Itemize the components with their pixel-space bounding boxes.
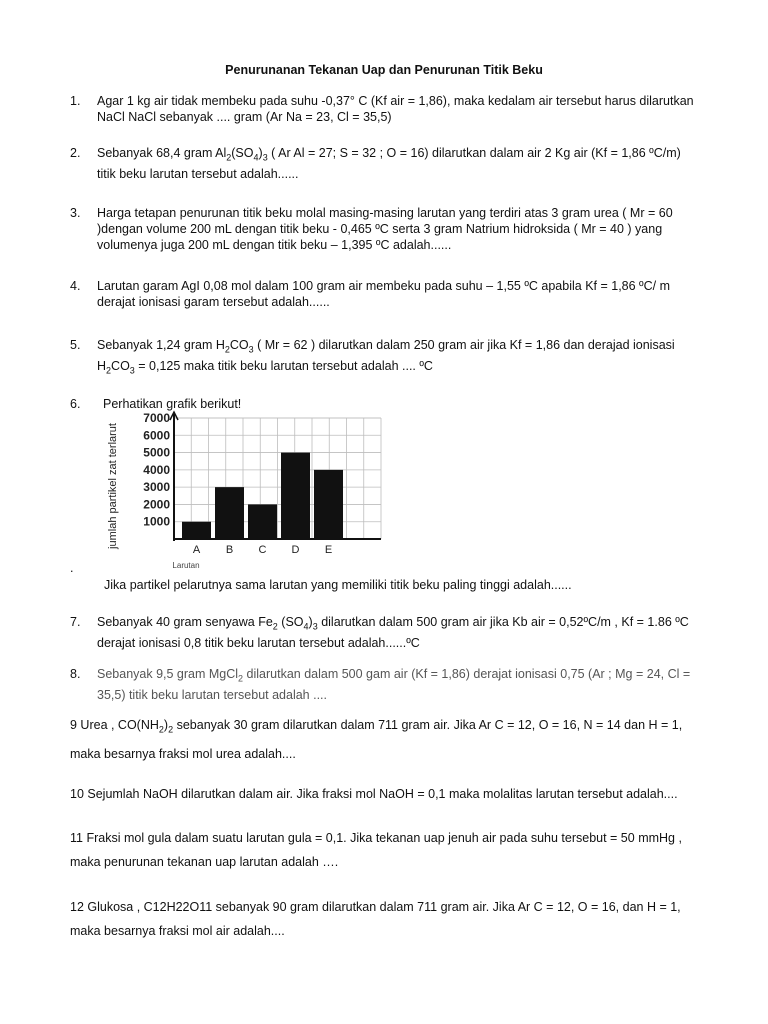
bar-a [182,522,211,539]
subscript: 2 [224,344,230,355]
x-tick-label: C [258,544,267,556]
text-run: (SO [277,615,304,629]
question-line: maka besarnya fraksi mol air adalah.... [70,924,285,938]
subscript: 2 [272,621,278,632]
text-run: ( Mr = 62 ) dilarutkan dalam 250 gram air jika Kf = 1,86 dan derajad ionisasi [253,338,675,352]
question-9 [70,717,720,762]
bar-chart [96,408,386,568]
text-run: ) [163,718,169,732]
text-run: ) [308,615,313,629]
y-tick-label: 4000 [143,462,170,477]
x-tick-label: D [291,544,300,556]
question-text [97,145,707,182]
question-line: Perhatikan grafik berikut! [103,397,242,411]
question-line [70,717,720,738]
subscript: 2 [168,724,174,735]
question-line [97,666,707,687]
question-10 [70,786,720,802]
question-line: 35,5) titik beku larutan tersebut adalah .... [97,687,327,702]
subscript: 3 [129,365,135,375]
x-tick-label: B [225,544,234,556]
question-number: 1. [70,94,81,108]
question-number: 4. [70,279,81,293]
subscript: 4 [303,621,309,632]
question-line: Jika partikel pelarutnya sama larutan yang memiliki titik beku paling tinggi adalah...... [104,578,572,592]
text-run: Sebanyak 9,5 gram MgCl [97,667,239,681]
text-run: (SO [231,146,254,160]
question-text [97,614,707,651]
y-tick-label: 6000 [143,428,170,443]
question-text [97,278,707,310]
question-text [97,666,707,703]
question-line: 11 Fraksi mol gula dalam suatu larutan gula = 0,1. Jika tekanan uap jenuh air pada suhu tersebut = 50 mmHg , [70,831,682,845]
question-line: 10 Sejumlah NaOH dilarutkan dalam air. Jika fraksi mol NaOH = 0,1 maka molalitas larutan tersebut adalah.... [70,787,678,801]
y-axis-label: jumlah partikel zat terlarut [107,423,119,549]
text-run: Sebanyak 1,24 gram H [97,338,225,352]
question-number: 7. [70,615,81,629]
question-line: NaCl NaCl sebanyak .... gram (Ar Na = 23, Cl = 35,5) [97,110,392,124]
question-line: maka besarnya fraksi mol urea adalah.... [70,746,296,761]
question-text [97,93,707,125]
stray-dot: . [70,561,74,575]
question-6-prompt [104,577,572,593]
text-run: dilarutkan dalam 500 gram air jika Kb air = 0,52ºC/m , Kf = 1.86 ºC [317,615,689,629]
y-tick-label: 5000 [143,445,170,460]
question-line: Larutan garam AgI 0,08 mol dalam 100 gram air membeku pada suhu – 1,55 ºC apabila Kf = 1,86 ºC/ m [97,279,670,293]
question-line [97,358,707,379]
subscript: 3 [262,152,268,163]
text-run: H [97,358,107,373]
question-number: 2. [70,146,81,160]
text-run: ) [258,146,263,160]
question-line [97,337,707,358]
y-tick-label: 1000 [143,514,170,529]
text-run: Sebanyak 40 gram senyawa Fe [97,615,273,629]
question-text [97,337,707,378]
bar-c [248,504,277,539]
y-tick-label: 7000 [143,411,170,425]
bar-e [314,470,343,539]
question-line: Harga tetapan penurunan titik beku molal masing-masing larutan yang terdiri atas 3 gram urea ( Mr = 60 [97,206,673,220]
text-run: dilarutkan dalam 500 gam air (Kf = 1,86) derajat ionisasi 0,75 (Ar ; Mg = 24, Cl = [243,667,691,681]
subscript: 2 [226,152,232,163]
bar-d [281,453,310,539]
text-run: 9 Urea , CO(NH [70,718,159,732]
question-line [97,614,707,635]
subscript: 2 [158,724,164,735]
y-tick-label: 2000 [143,497,170,512]
question-text [97,205,707,253]
subscript: 2 [106,365,112,375]
question-line: titik beku larutan tersebut adalah...... [97,166,299,181]
question-line: volumenya juga 200 mL dengan titik beku – 1,395 ºC adalah...... [97,238,452,252]
question-line: maka penurunan tekanan uap larutan adalah …. [70,855,339,869]
text-run: = 0,125 maka titik beku larutan tersebut adalah .... ºC [134,358,433,373]
question-line: derajat ionisasi 0,8 titik beku larutan tersebut adalah......ºC [97,635,420,650]
y-tick-label: 3000 [143,480,170,495]
question-line: derajat ionisasi garam tersebut adalah...... [97,295,330,309]
text-run: ( Ar Al = 27; S = 32 ; O = 16) dilarutkan dalam air 2 Kg air (Kf = 1,86 ºC/m) [267,146,681,160]
question-line [97,145,707,166]
question-12 [70,899,720,939]
question-11 [70,830,720,870]
subscript: 3 [248,344,254,355]
subscript: 4 [253,152,259,163]
chart-grid [174,418,381,539]
x-tick-label: A [192,544,201,556]
question-6-dot [70,560,73,576]
question-line: )dengan volume 200 mL dengan titik beku - 0,465 ºC serta 3 gram Natrium hidroksida ( Mr = 40 ) yang [97,222,663,236]
question-number: 3. [70,206,81,220]
subscript: 3 [312,621,318,632]
page-title: Penurunanan Tekanan Uap dan Penurunan Titik Beku [225,63,543,77]
question-line: Agar 1 kg air tidak membeku pada suhu -0,37° C (Kf air = 1,86), maka kedalam air tersebut harus dilarutkan [97,94,694,108]
question-line: 12 Glukosa , C12H22O11 sebanyak 90 gram dilarutkan dalam 711 gram air. Jika Ar C = 12, O = 16, dan H = 1, [70,900,681,914]
text-run: CO [229,338,249,352]
question-number: 5. [70,338,81,352]
bar-b [215,487,244,539]
x-axis-label: Larutan [172,561,200,568]
question-number: 6. [70,397,81,411]
subscript: 2 [238,673,244,684]
chart-bars [182,453,343,539]
text-run: Sebanyak 68,4 gram Al [97,146,227,160]
text-run: CO [111,358,130,373]
question-number: 8. [70,667,81,681]
x-tick-label: E [324,544,333,556]
text-run: sebanyak 30 gram dilarutkan dalam 711 gram air. Jika Ar C = 12, O = 16, N = 14 dan H = 1, [173,718,683,732]
